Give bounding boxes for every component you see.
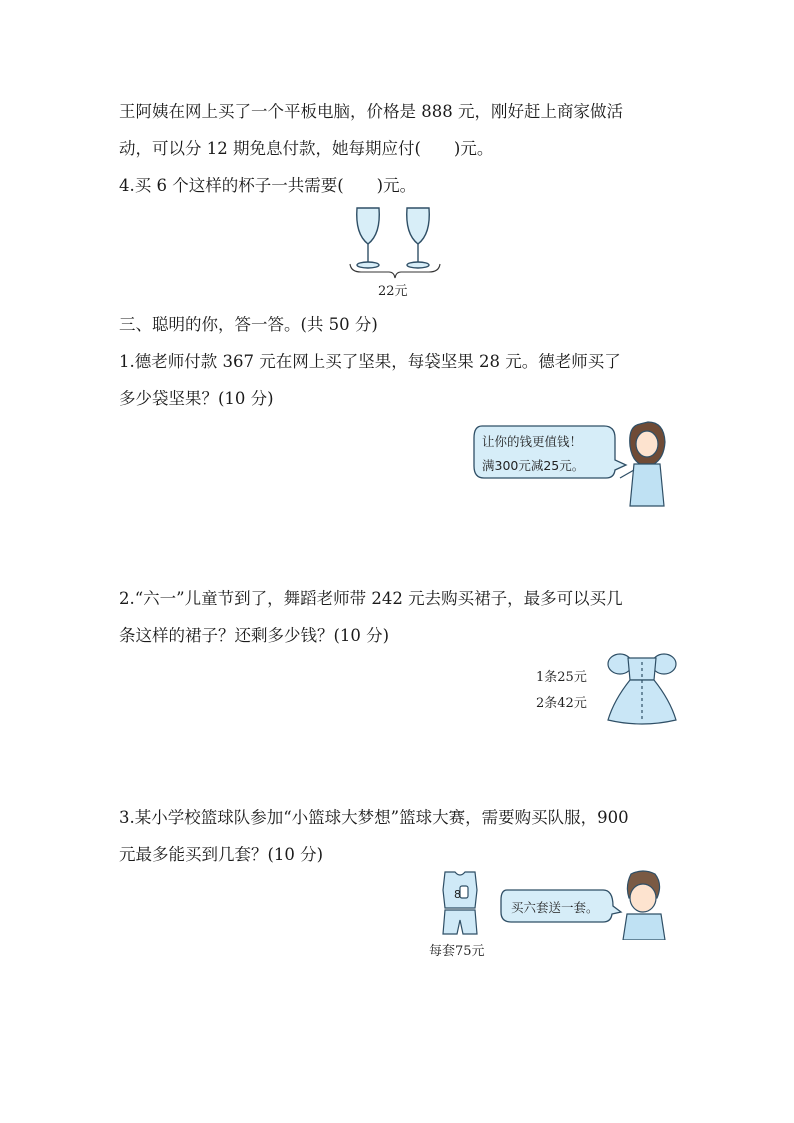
bubble-text-line-2: 满300元减25元。 (482, 458, 585, 473)
teacher-figure-icon (620, 422, 665, 506)
dress-price-1: 1条25元 (536, 670, 587, 685)
problem-2-line-2: 条这样的裙子？还剩多少钱？(10 分) (119, 626, 390, 645)
dress-icon (604, 650, 680, 726)
bubble-text-line-1: 让你的钱更值钱！ (482, 434, 583, 449)
dress-illustration (534, 650, 684, 728)
intro-line-1: 王阿姨在网上买了一个平板电脑，价格是 888 元，刚好赶上商家做活 (119, 102, 623, 121)
problem-2-line-1: 2.“六一”儿童节到了，舞蹈老师带 242 元去购买裙子，最多可以买几 (119, 589, 623, 608)
jersey-icon (443, 872, 477, 934)
q4-text: 4.买 6 个这样的杯子一共需要( )元。 (119, 176, 417, 195)
set-price-label: 每套75元 (429, 944, 485, 959)
problem-3-line-2: 元最多能买到几套？(10 分) (119, 845, 324, 864)
uniform-illustration (425, 868, 675, 960)
teacher-speech-illustration (470, 420, 670, 508)
dress-price-2: 2条42元 (536, 696, 587, 711)
problem-1-line-2: 多少袋坚果？(10 分) (119, 389, 274, 408)
problem-3-line-1: 3.某小学校篮球队参加“小篮球大梦想”篮球大赛，需要购买队服，900 (119, 808, 629, 827)
section-3-heading: 三、聪明的你，答一答。(共 50 分) (119, 315, 378, 334)
intro-line-2: 动，可以分 12 期免息付款，她每期应付( )元。 (119, 139, 494, 158)
boy-figure-icon (623, 871, 665, 940)
boy-bubble-text: 买六套送一套。 (511, 900, 599, 915)
problem-1-line-1: 1.德老师付款 367 元在网上买了坚果，每袋坚果 28 元。德老师买了 (119, 352, 621, 371)
jersey-number: 8 (454, 888, 461, 901)
glasses-price-label: 22元 (378, 284, 408, 299)
two-glasses-illustration (345, 204, 445, 299)
